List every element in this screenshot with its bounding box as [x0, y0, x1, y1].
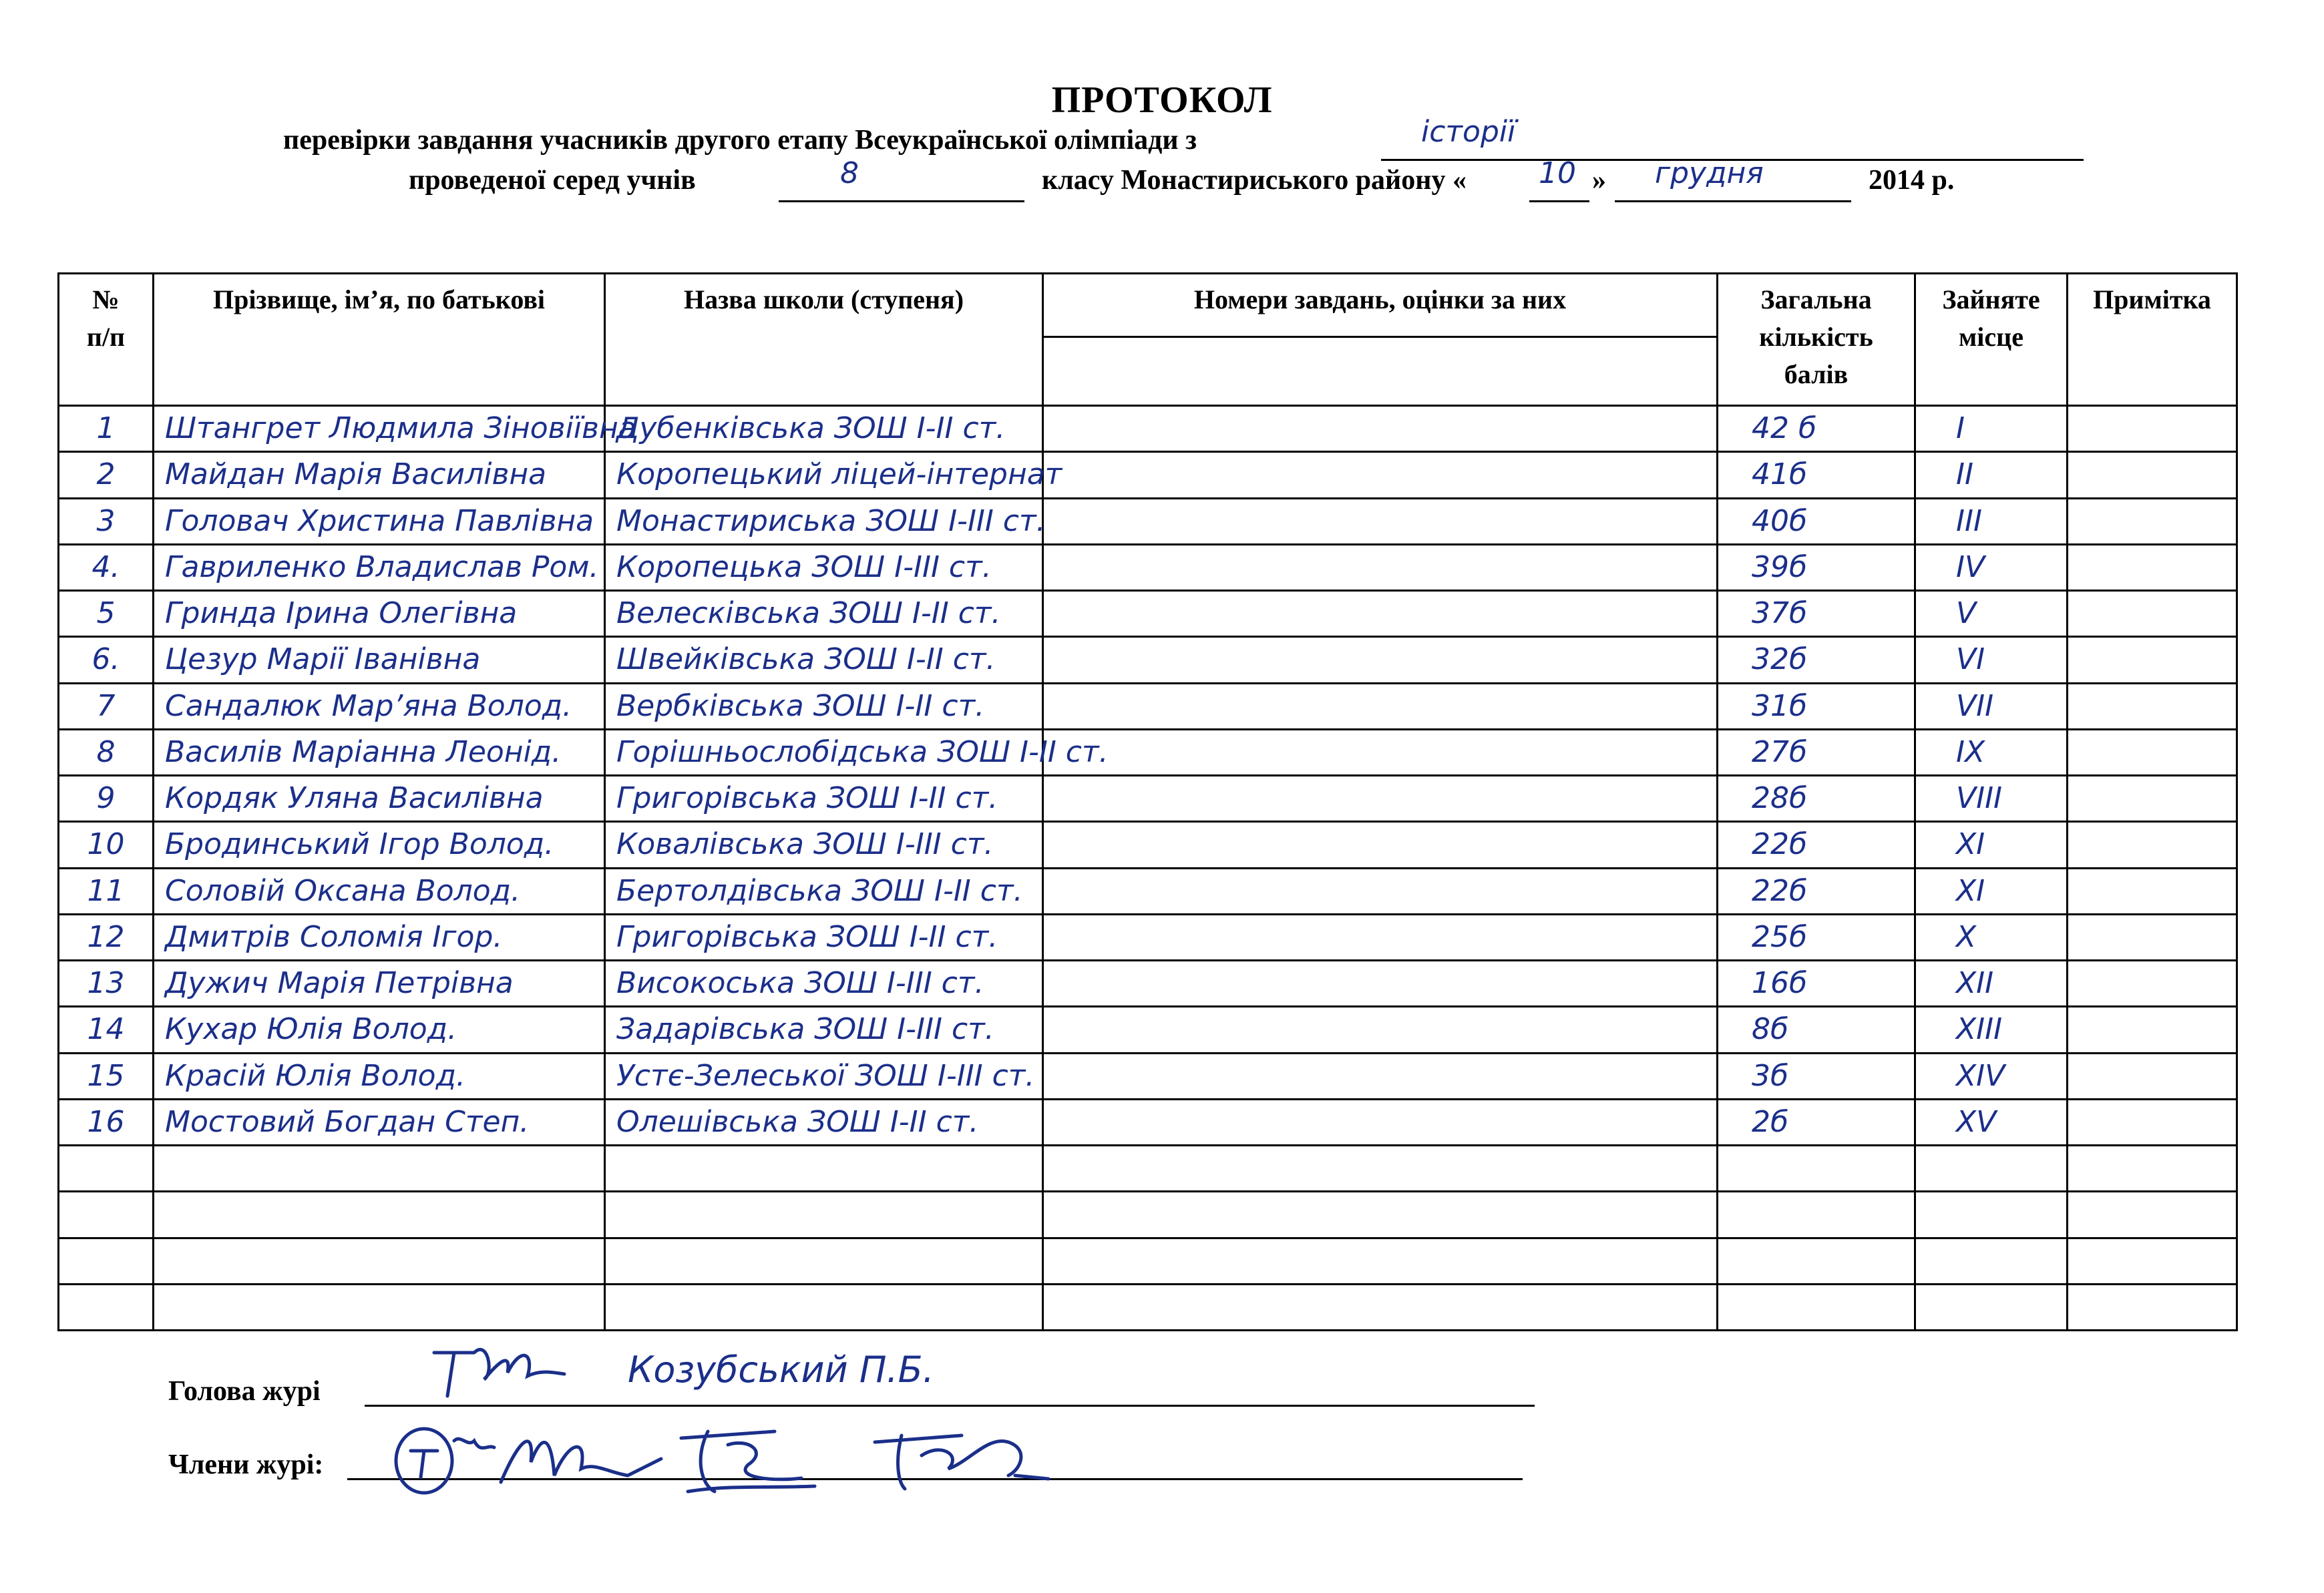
row-tasks	[1043, 637, 1718, 683]
row-note	[2068, 822, 2237, 868]
table-row	[59, 452, 2237, 498]
row-num: 7	[96, 688, 116, 723]
row-tasks	[1043, 406, 1718, 452]
row-total: 32б	[1752, 642, 1808, 677]
row-num: 12	[87, 919, 125, 954]
row-num: 2	[96, 457, 116, 492]
row-school: Дубенківська ЗОШ І-ІІ ст.	[616, 411, 1006, 446]
row-school: Монастириська ЗОШ І-ІІІ ст.	[616, 503, 1046, 538]
row-name: Василів Маріанна Леонід.	[165, 734, 562, 769]
row-tasks	[1043, 868, 1718, 914]
row-total: 40б	[1752, 503, 1808, 538]
row-num: 4.	[91, 549, 120, 584]
row-school: Високоська ЗОШ І-ІІІ ст.	[616, 966, 984, 1001]
row-name: Кордяк Уляна Василівна	[165, 781, 544, 816]
col-header-num: № п/п	[59, 274, 154, 406]
olympiad-subject-prefix: перевірки завдання учасників другого етапу Всеукраїнської олімпіади з	[283, 125, 1197, 156]
table-row	[59, 822, 2237, 868]
table-row	[59, 961, 2237, 1007]
row-total: 31б	[1752, 688, 1808, 723]
table-row	[59, 1099, 2237, 1145]
row-name: Мостовий Богдан Степ.	[165, 1104, 530, 1139]
table-row	[59, 591, 2237, 637]
year-text: 2014 р.	[1869, 165, 1955, 196]
row-total: 42 б	[1752, 411, 1817, 446]
empty-row	[59, 1146, 2237, 1192]
results-body	[59, 406, 2237, 1331]
row-note	[2068, 1053, 2237, 1099]
row-note	[2068, 729, 2237, 775]
row-note	[2068, 406, 2237, 452]
row-place: II	[1956, 457, 1973, 492]
row-name: Кухар Юлія Волод.	[165, 1012, 457, 1047]
month-field	[1615, 156, 1851, 202]
header-line-1	[283, 124, 1197, 156]
row-total: 27б	[1752, 734, 1808, 769]
row-school: Вербківська ЗОШ І-ІІ ст.	[616, 688, 985, 723]
empty-row	[59, 1192, 2237, 1238]
row-note	[2068, 961, 2237, 1007]
subject-value: історії	[1421, 115, 1516, 149]
jury-members-label: Члени журі:	[168, 1449, 324, 1480]
row-total: 37б	[1752, 596, 1808, 631]
row-num: 8	[96, 734, 116, 769]
row-school: Олешівська ЗОШ І-ІІ ст.	[616, 1104, 979, 1139]
jury-member-signature-2	[494, 1422, 668, 1502]
row-note	[2068, 868, 2237, 914]
row-total: 8б	[1752, 1012, 1789, 1047]
row-note	[2068, 591, 2237, 637]
row-total: 3б	[1752, 1058, 1789, 1093]
row-total: 16б	[1752, 966, 1808, 1001]
row-school: Швейківська ЗОШ І-ІІ ст.	[616, 642, 996, 677]
row-place: XV	[1956, 1104, 1997, 1139]
row-school: Горішньослобідська ЗОШ І-ІІ ст.	[616, 734, 1109, 769]
row-num: 10	[87, 827, 125, 862]
row-name: Майдан Марія Василівна	[165, 457, 547, 492]
row-num: 16	[87, 1104, 125, 1139]
grade-prefix: проведеної серед учнів	[409, 165, 696, 196]
header-line-2	[409, 164, 696, 196]
row-tasks	[1043, 683, 1718, 729]
row-total: 28б	[1752, 781, 1808, 816]
table-row	[59, 406, 2237, 452]
row-name: Цезур Марії Іванівна	[165, 642, 481, 677]
row-name: Сандалюк Мар’яна Волод.	[165, 688, 572, 723]
row-place: V	[1956, 596, 1977, 631]
row-name: Дужич Марія Петрівна	[165, 966, 514, 1001]
row-school: Коропецький ліцей-інтернат	[616, 457, 1062, 492]
page-title: ПРОТОКОЛ	[1051, 79, 1273, 121]
row-num: 13	[87, 966, 125, 1001]
row-place: IV	[1956, 549, 1985, 584]
table-row	[59, 729, 2237, 775]
row-note	[2068, 637, 2237, 683]
row-total: 22б	[1752, 827, 1808, 862]
row-place: I	[1956, 411, 1965, 446]
row-name: Гавриленко Владислав Ром.	[165, 549, 599, 584]
row-school: Григорівська ЗОШ І-ІІ ст.	[616, 919, 998, 954]
row-tasks	[1043, 914, 1718, 960]
col-header-school: Назва школи (ступеня)	[605, 274, 1043, 406]
row-tasks	[1043, 544, 1718, 590]
row-place: XIV	[1956, 1058, 2005, 1093]
col-header-note: Примітка	[2068, 274, 2237, 406]
row-num: 3	[96, 503, 116, 538]
row-num: 14	[87, 1012, 125, 1047]
row-total: 22б	[1752, 873, 1808, 908]
row-tasks	[1043, 961, 1718, 1007]
table-row	[59, 683, 2237, 729]
row-name: Соловій Оксана Волод.	[165, 873, 521, 908]
row-place: VII	[1956, 688, 1994, 723]
row-tasks	[1043, 498, 1718, 544]
row-total: 41б	[1752, 457, 1808, 492]
month-value: грудня	[1655, 156, 1764, 190]
row-num: 15	[87, 1058, 125, 1093]
col-header-place: Зайняте місце	[1915, 274, 2068, 406]
row-school: Коропецька ЗОШ І-ІІІ ст.	[616, 549, 992, 584]
row-tasks	[1043, 591, 1718, 637]
row-total: 25б	[1752, 919, 1808, 954]
row-note	[2068, 776, 2237, 822]
row-place: XI	[1956, 873, 1985, 908]
jury-member-signature-3	[668, 1418, 828, 1505]
row-school: Велесківська ЗОШ І-ІІ ст.	[616, 596, 1001, 631]
row-place: IX	[1956, 734, 1985, 769]
row-name: Бродинський Ігор Волод.	[165, 827, 554, 862]
header-row	[59, 274, 2237, 337]
day-value: 10	[1539, 156, 1576, 190]
grade-field	[779, 156, 1024, 202]
table-row	[59, 868, 2237, 914]
table-row	[59, 498, 2237, 544]
district-text	[1042, 164, 1467, 196]
grade-value: 8	[840, 156, 859, 190]
jury-member-signature-1	[387, 1421, 508, 1501]
col-header-total: Загальна кількість балів	[1718, 274, 1915, 406]
row-num: 5	[96, 596, 116, 631]
row-tasks	[1043, 729, 1718, 775]
col-header-name: Прізвище, ім’я, по батькові	[154, 274, 605, 406]
row-note	[2068, 1099, 2237, 1145]
results-table	[57, 272, 2238, 1331]
row-num: 9	[96, 781, 116, 816]
row-name: Штангрет Людмила Зіновіївна	[165, 411, 636, 446]
jury-member-signature-4	[861, 1415, 1062, 1502]
row-note	[2068, 1007, 2237, 1053]
row-tasks	[1043, 1099, 1718, 1145]
row-num: 6.	[91, 642, 120, 677]
quote-close: »	[1592, 165, 1606, 196]
row-tasks	[1043, 1053, 1718, 1099]
row-tasks	[1043, 1007, 1718, 1053]
row-place: X	[1956, 919, 1977, 954]
table-row	[59, 1053, 2237, 1099]
row-place: III	[1956, 503, 1982, 538]
jury-head-signature	[427, 1333, 574, 1406]
table-row	[59, 914, 2237, 960]
row-num: 1	[96, 411, 116, 446]
row-total: 2б	[1752, 1104, 1789, 1139]
row-place: XIII	[1956, 1012, 2003, 1047]
row-note	[2068, 544, 2237, 590]
jury-head-label: Голова журі	[168, 1376, 321, 1407]
row-name: Дмитрів Соломія Ігор.	[165, 919, 503, 954]
row-tasks	[1043, 822, 1718, 868]
col-header-tasks-sub	[1043, 337, 1718, 406]
row-note	[2068, 683, 2237, 729]
row-school: Григорівська ЗОШ І-ІІ ст.	[616, 781, 998, 816]
jury-head-name: Козубський П.Б.	[628, 1349, 934, 1391]
row-place: VIII	[1956, 781, 2003, 816]
day-field	[1529, 156, 1589, 202]
row-total: 39б	[1752, 549, 1808, 584]
row-note	[2068, 452, 2237, 498]
col-header-tasks: Номери завдань, оцінки за них	[1043, 274, 1718, 337]
row-tasks	[1043, 452, 1718, 498]
row-name: Красій Юлія Волод.	[165, 1058, 465, 1093]
empty-row	[59, 1284, 2237, 1330]
table-row	[59, 637, 2237, 683]
table-row	[59, 1007, 2237, 1053]
row-place: XII	[1956, 966, 1994, 1001]
row-name: Головач Христина Павлівна	[165, 503, 594, 538]
row-name: Гринда Ірина Олегівна	[165, 596, 518, 631]
row-school: Устє-Зелеської ЗОШ І-ІІІ ст.	[616, 1058, 1035, 1093]
table-row	[59, 544, 2237, 590]
row-place: XI	[1956, 827, 1985, 862]
empty-row	[59, 1238, 2237, 1284]
row-school: Бертолдівська ЗОШ І-ІІ ст.	[616, 873, 1023, 908]
row-note	[2068, 914, 2237, 960]
row-tasks	[1043, 776, 1718, 822]
row-place: VI	[1956, 642, 1985, 677]
table-row	[59, 776, 2237, 822]
row-school: Задарівська ЗОШ І-ІІІ ст.	[616, 1012, 994, 1047]
row-note	[2068, 498, 2237, 544]
row-num: 11	[87, 873, 125, 908]
row-school: Ковалівська ЗОШ І-ІІІ ст.	[616, 827, 994, 862]
district-label: класу Монастириського району «	[1042, 165, 1467, 196]
